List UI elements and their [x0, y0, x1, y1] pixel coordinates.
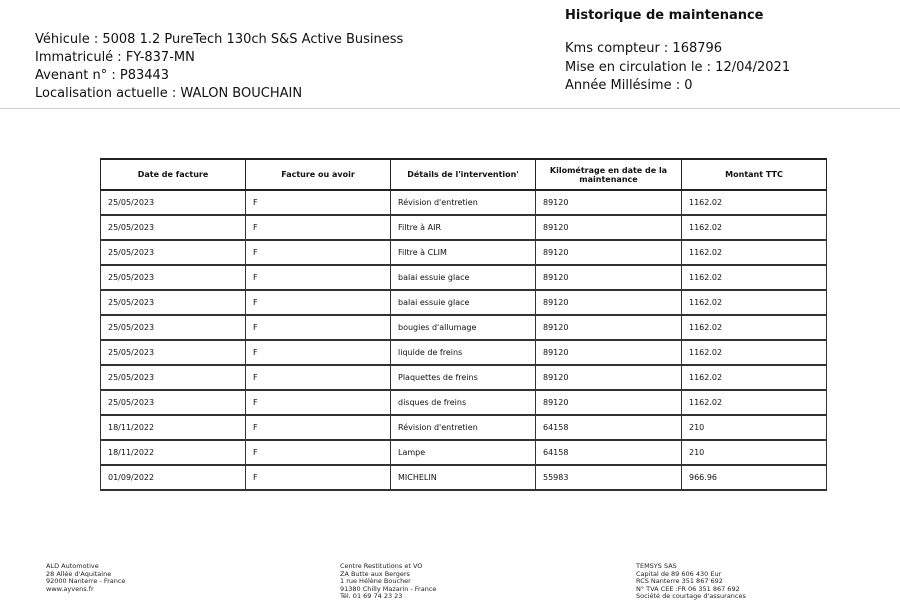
cell-amount: 966.96 [682, 465, 827, 490]
footer-line: ZA Butte aux Bergers [340, 569, 410, 578]
cell-mileage: 64158 [536, 415, 682, 440]
cell-type: F [246, 365, 391, 390]
cell-amount: 1162.02 [682, 190, 827, 215]
cell-type: F [246, 265, 391, 290]
cell-date: 01/09/2022 [101, 465, 246, 490]
table-row [101, 215, 827, 240]
column-header-details: Détails de l'intervention' [391, 159, 536, 190]
cell-type: F [246, 465, 391, 490]
cell-details: disques de freins [391, 390, 536, 415]
table-row [101, 315, 827, 340]
cell-details: MICHELIN [391, 465, 536, 490]
footer-line: Société de courtage d'assurances [636, 592, 746, 600]
cell-details: Révision d'entretien [391, 190, 536, 215]
cell-type: F [246, 190, 391, 215]
cell-details: Filtre à AIR [391, 215, 536, 240]
table-row [101, 440, 827, 465]
page-title: Historique de maintenance [565, 8, 764, 23]
vehicle-info [35, 31, 403, 103]
table-body [101, 190, 827, 490]
footer-line: 1 rue Hélène Boucher [340, 577, 411, 585]
table-row [101, 365, 827, 390]
cell-amount: 1162.02 [682, 265, 827, 290]
cell-type: F [246, 340, 391, 365]
column-header-amount: Montant TTC [682, 159, 827, 190]
cell-date: 25/05/2023 [101, 340, 246, 365]
cell-type: F [246, 240, 391, 265]
table-row [101, 265, 827, 290]
cell-details: bougies d'allumage [391, 315, 536, 340]
table-row [101, 290, 827, 315]
cell-type: F [246, 215, 391, 240]
cell-mileage: 89120 [536, 290, 682, 315]
cell-mileage: 64158 [536, 440, 682, 465]
table-row [101, 415, 827, 440]
cell-mileage: 89120 [536, 215, 682, 240]
cell-date: 18/11/2022 [101, 415, 246, 440]
footer-line: TEMSYS SAS [636, 562, 677, 570]
cell-details: Lampe [391, 440, 536, 465]
cell-type: F [246, 290, 391, 315]
cell-amount: 1162.02 [682, 290, 827, 315]
model-year: Année Millésime : 0 [565, 78, 693, 93]
vehicle-stats [565, 40, 790, 96]
cell-type: F [246, 440, 391, 465]
cell-type: F [246, 390, 391, 415]
table-header-row [101, 159, 827, 190]
cell-date: 25/05/2023 [101, 215, 246, 240]
column-header-mileage: Kilométrage en date de la maintenance [536, 159, 682, 190]
cell-details: balai essuie glace [391, 290, 536, 315]
footer-line: Capital de 89 606 430 Eur [636, 569, 722, 578]
table-row [101, 240, 827, 265]
footer-company [46, 563, 125, 593]
table-row [101, 340, 827, 365]
cell-details: liquide de freins [391, 340, 536, 365]
footer-line: 91380 Chilly Mazarin - France [340, 584, 437, 593]
cell-type: F [246, 315, 391, 340]
cell-amount: 1162.02 [682, 340, 827, 365]
vehicle-registration: Immatriculé : FY-837-MN [35, 50, 195, 65]
cell-amount: 210 [682, 440, 827, 465]
footer-line: www.ayvens.fr [46, 584, 94, 593]
cell-mileage: 89120 [536, 315, 682, 340]
table-row [101, 465, 827, 490]
footer-line: 28 Allée d'Aquitaine [46, 569, 112, 578]
cell-amount: 1162.02 [682, 240, 827, 265]
cell-mileage: 89120 [536, 265, 682, 290]
maintenance-table [100, 158, 827, 491]
cell-mileage: 89120 [536, 365, 682, 390]
mileage: Kms compteur : 168796 [565, 41, 723, 56]
cell-details: Filtre à CLIM [391, 240, 536, 265]
cell-amount: 210 [682, 415, 827, 440]
cell-mileage: 55983 [536, 465, 682, 490]
cell-amount: 1162.02 [682, 315, 827, 340]
cell-amount: 1162.02 [682, 390, 827, 415]
footer-legal [636, 563, 746, 601]
cell-details: Plaquettes de freins [391, 365, 536, 390]
footer-line: ALD Automotive [46, 562, 99, 570]
footer-restitution-center [340, 563, 436, 601]
cell-date: 25/05/2023 [101, 365, 246, 390]
cell-amount: 1162.02 [682, 365, 827, 390]
registration-date: Mise en circulation le : 12/04/2021 [565, 59, 791, 75]
cell-date: 18/11/2022 [101, 440, 246, 465]
footer-line: RCS Nanterre 351 867 692 [636, 577, 723, 585]
cell-details: balai essuie glace [391, 265, 536, 290]
footer-line: N° TVA CEE :FR 06 351 867 692 [636, 584, 740, 593]
footer-line: Centre Restitutions et VO [340, 562, 423, 570]
table-row [101, 190, 827, 215]
cell-amount: 1162.02 [682, 215, 827, 240]
cell-details: Révision d'entretien [391, 415, 536, 440]
cell-date: 25/05/2023 [101, 315, 246, 340]
cell-mileage: 89120 [536, 390, 682, 415]
vehicle-amendment: Avenant n° : P83443 [35, 68, 170, 83]
cell-mileage: 89120 [536, 340, 682, 365]
cell-date: 25/05/2023 [101, 265, 246, 290]
cell-type: F [246, 415, 391, 440]
column-header-type: Facture ou avoir [246, 159, 391, 190]
cell-date: 25/05/2023 [101, 390, 246, 415]
cell-date: 25/05/2023 [101, 240, 246, 265]
footer-line: 92000 Nanterre - France [46, 577, 126, 585]
table-row [101, 390, 827, 415]
footer-line: Tél. 01 69 74 23 23 [340, 592, 403, 600]
vehicle-location: Localisation actuelle : WALON BOUCHAIN [35, 86, 303, 101]
header-divider [0, 108, 900, 109]
vehicle-model: Véhicule : 5008 1.2 PureTech 130ch S&S Active Business [35, 32, 404, 47]
cell-mileage: 89120 [536, 240, 682, 265]
cell-date: 25/05/2023 [101, 190, 246, 215]
cell-mileage: 89120 [536, 190, 682, 215]
column-header-date: Date de facture [101, 159, 246, 190]
cell-date: 25/05/2023 [101, 290, 246, 315]
